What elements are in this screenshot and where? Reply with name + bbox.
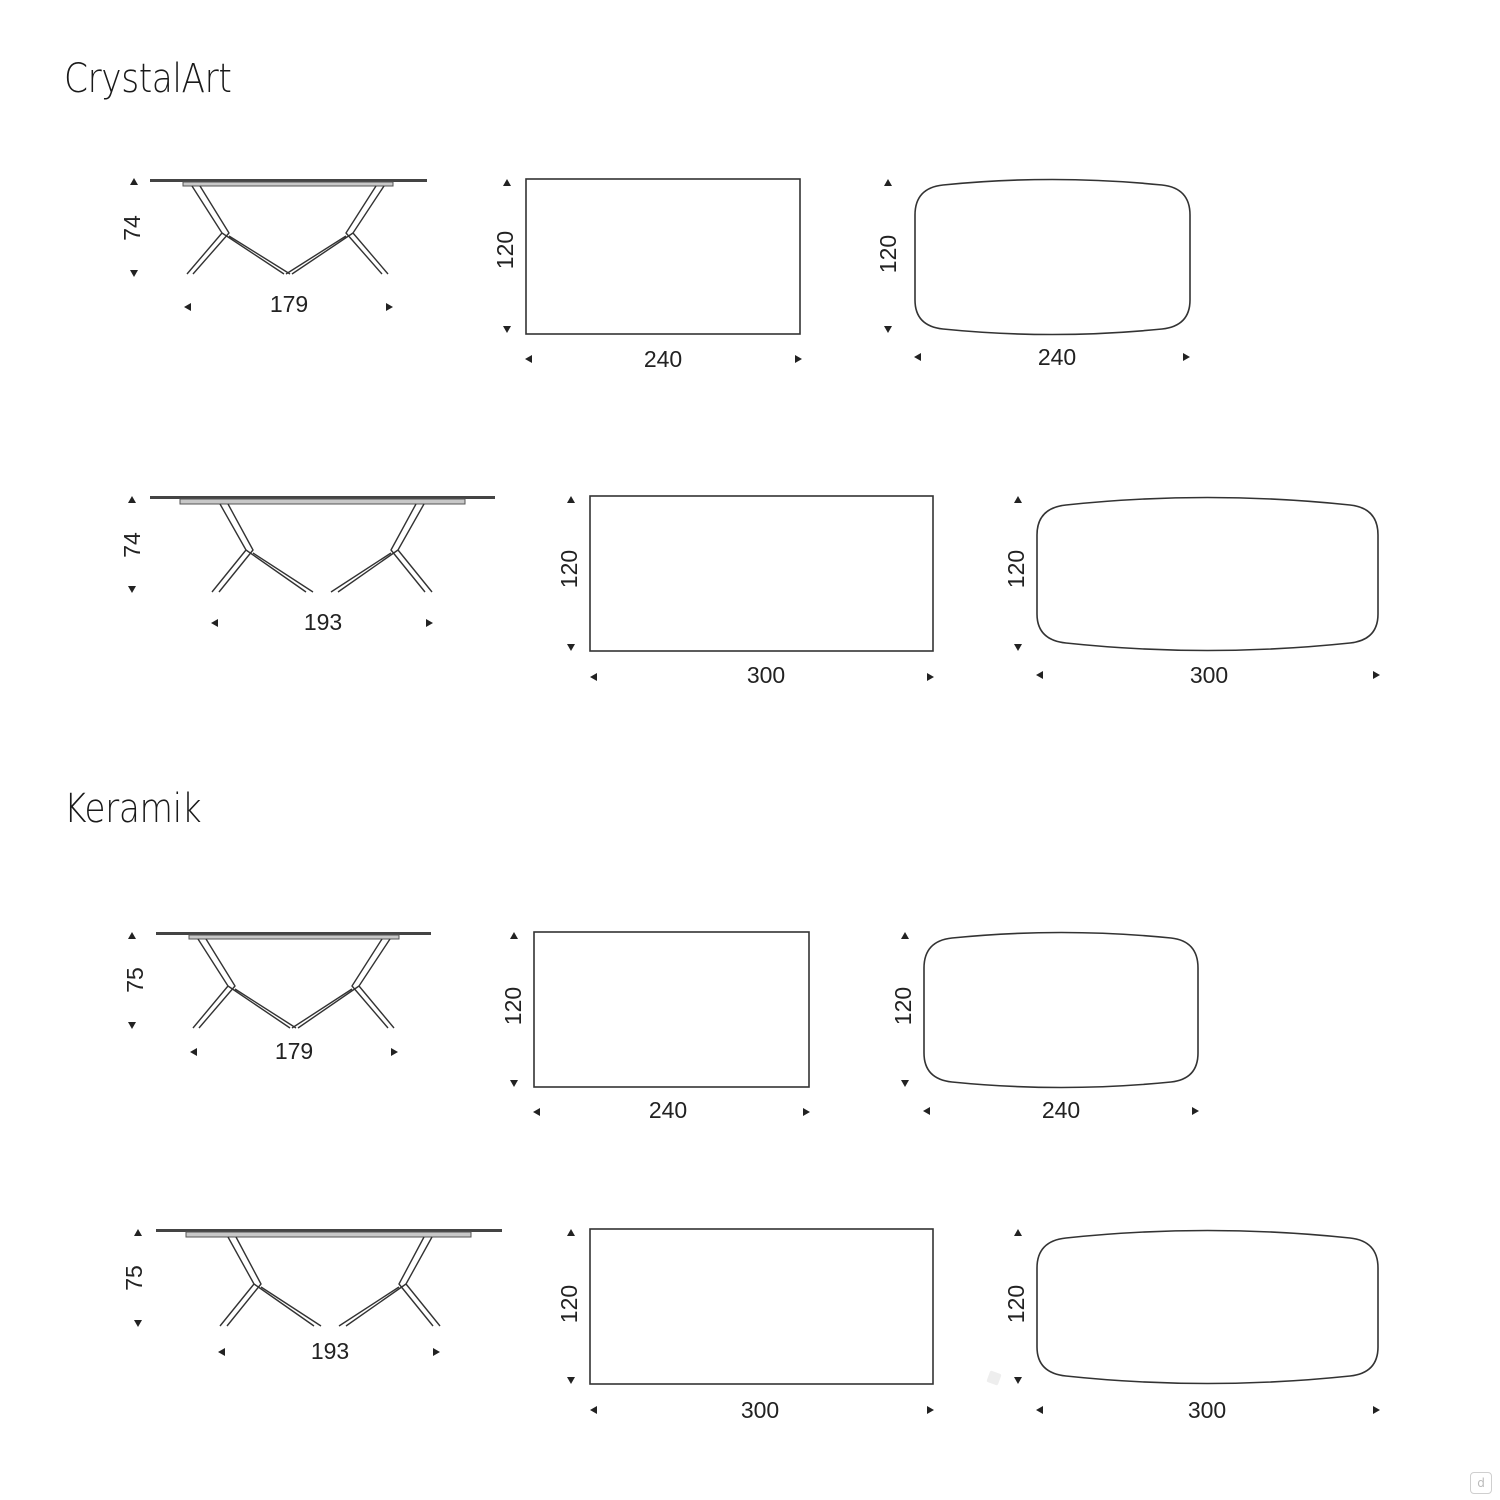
side-view-keramik-179 — [122, 932, 431, 1064]
arrow-right-icon — [927, 673, 934, 681]
depth-label: 120 — [890, 986, 916, 1026]
arrow-right-icon — [927, 1406, 934, 1414]
arrow-left-icon — [1036, 1406, 1043, 1414]
arrow-right-icon — [391, 1048, 398, 1056]
top-view-shaped-keramik-240 — [890, 932, 1199, 1123]
arrow-right-icon — [386, 303, 393, 311]
top-view-rectangular-keramik-300 — [556, 1229, 934, 1423]
top-view-shaped-crystalart-240 — [875, 179, 1190, 370]
arrow-down-icon — [130, 270, 138, 277]
width-label: 300 — [1187, 1397, 1227, 1423]
arrow-left-icon — [1036, 671, 1043, 679]
arrow-down-icon — [134, 1320, 142, 1327]
arrow-left-icon — [218, 1348, 225, 1356]
table-leg-right — [339, 1237, 440, 1326]
top-view-rectangular-keramik-240 — [500, 932, 810, 1123]
rectangular-top-outline — [590, 1229, 933, 1384]
table-leg-left — [187, 186, 290, 274]
arrow-right-icon — [1192, 1107, 1199, 1115]
arrow-down-icon — [567, 644, 575, 651]
table-apron-side — [183, 182, 393, 186]
arrow-left-icon — [533, 1108, 540, 1116]
shaped-top-outline — [915, 180, 1190, 335]
arrow-left-icon — [590, 673, 597, 681]
width-label: 300 — [1189, 662, 1229, 688]
length-label: 179 — [274, 1038, 314, 1064]
depth-label: 120 — [1003, 1284, 1029, 1324]
shaped-top-outline — [1037, 1231, 1378, 1384]
table-leg-right — [331, 504, 432, 592]
depth-label: 120 — [1003, 549, 1029, 589]
rectangular-top-outline — [590, 496, 933, 651]
depth-label: 120 — [556, 549, 582, 589]
arrow-left-icon — [184, 303, 191, 311]
table-apron-side — [186, 1232, 471, 1237]
arrow-right-icon — [433, 1348, 440, 1356]
depth-label: 120 — [556, 1284, 582, 1324]
arrow-up-icon — [134, 1229, 142, 1236]
arrow-right-icon — [1373, 671, 1380, 679]
width-label: 240 — [643, 346, 683, 372]
table-leg-left — [193, 939, 296, 1028]
arrow-up-icon — [567, 496, 575, 503]
arrow-right-icon — [803, 1108, 810, 1116]
arrow-down-icon — [1014, 644, 1022, 651]
top-view-rectangular-crystalart-240 — [492, 179, 802, 372]
table-apron-side — [189, 935, 399, 939]
table-leg-right — [292, 939, 394, 1028]
width-label: 300 — [740, 1397, 780, 1423]
arrow-down-icon — [884, 326, 892, 333]
rectangular-top-outline — [534, 932, 809, 1087]
arrow-down-icon — [1014, 1377, 1022, 1384]
top-view-shaped-keramik-300 — [1003, 1229, 1380, 1423]
arrow-up-icon — [884, 179, 892, 186]
arrow-right-icon — [795, 355, 802, 363]
length-label: 193 — [303, 609, 343, 635]
width-label: 240 — [648, 1097, 688, 1123]
arrow-down-icon — [128, 586, 136, 593]
depth-label: 120 — [492, 230, 518, 270]
arrow-up-icon — [901, 932, 909, 939]
arrow-right-icon — [1373, 1406, 1380, 1414]
shaped-top-outline — [924, 933, 1198, 1088]
section-title-crystalart: CrystalArt — [64, 56, 232, 102]
arrow-left-icon — [190, 1048, 197, 1056]
side-view-keramik-193 — [121, 1229, 502, 1364]
arrow-left-icon — [923, 1107, 930, 1115]
watermark-logo: d — [1470, 1472, 1492, 1494]
arrow-down-icon — [567, 1377, 575, 1384]
arrow-down-icon — [510, 1080, 518, 1087]
arrow-up-icon — [567, 1229, 575, 1236]
arrow-up-icon — [510, 932, 518, 939]
arrow-up-icon — [130, 178, 138, 185]
arrow-up-icon — [128, 496, 136, 503]
length-label: 179 — [269, 291, 309, 317]
width-label: 300 — [746, 662, 786, 688]
arrow-up-icon — [128, 932, 136, 939]
table-apron-side — [180, 499, 465, 504]
arrow-right-icon — [1183, 353, 1190, 361]
arrow-up-icon — [1014, 496, 1022, 503]
arrow-left-icon — [211, 619, 218, 627]
top-view-shaped-crystalart-300 — [1003, 496, 1380, 688]
table-leg-right — [286, 186, 388, 274]
length-label: 193 — [310, 1338, 350, 1364]
table-leg-left — [220, 1237, 321, 1326]
arrow-up-icon — [1014, 1229, 1022, 1236]
arrow-right-icon — [426, 619, 433, 627]
arrow-up-icon — [503, 179, 511, 186]
table-leg-left — [212, 504, 313, 592]
shaped-top-outline — [1037, 498, 1378, 651]
arrow-left-icon — [914, 353, 921, 361]
side-view-crystalart-179 — [119, 178, 427, 317]
height-label: 75 — [121, 1265, 147, 1291]
depth-label: 120 — [500, 986, 526, 1026]
arrow-down-icon — [503, 326, 511, 333]
depth-label: 120 — [875, 234, 901, 274]
arrow-down-icon — [901, 1080, 909, 1087]
rectangular-top-outline — [526, 179, 800, 334]
faint-mark — [986, 1370, 1001, 1385]
height-label: 74 — [119, 215, 145, 241]
height-label: 75 — [122, 967, 148, 993]
top-view-rectangular-crystalart-300 — [556, 496, 934, 688]
arrow-left-icon — [525, 355, 532, 363]
side-view-crystalart-193 — [119, 496, 495, 635]
arrow-left-icon — [590, 1406, 597, 1414]
height-label: 74 — [119, 532, 145, 558]
section-title-keramik: Keramik — [64, 786, 202, 832]
arrow-down-icon — [128, 1022, 136, 1029]
width-label: 240 — [1041, 1097, 1081, 1123]
width-label: 240 — [1037, 344, 1077, 370]
